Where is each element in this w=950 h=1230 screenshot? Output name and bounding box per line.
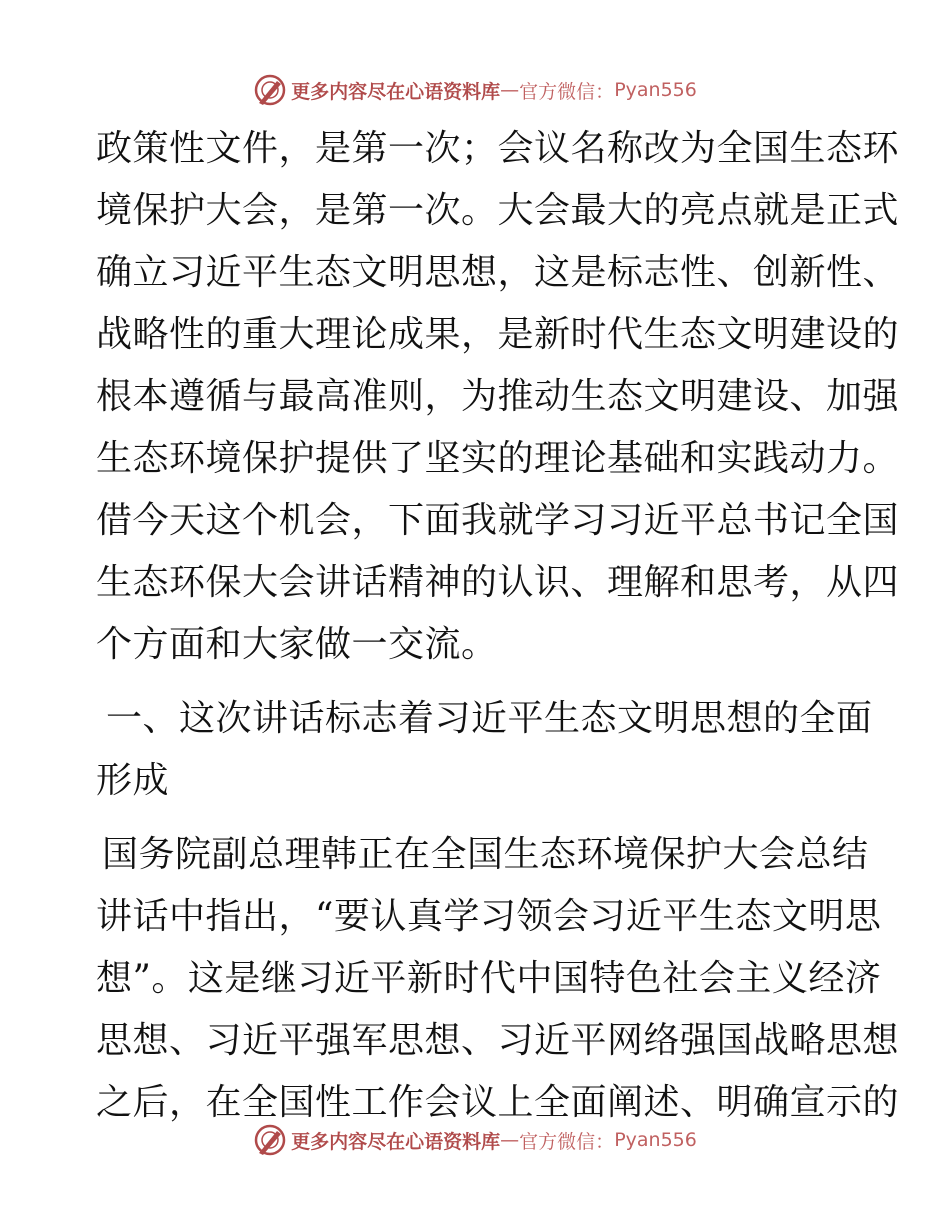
paragraph-1 — [96, 118, 900, 676]
account-text: Pyan556 — [614, 79, 697, 101]
paragraph-2 — [96, 824, 900, 1134]
library-text: 更多内容尽在心语资料库 — [291, 1130, 501, 1153]
text-line: 讲话中指出，“要认真学习领会习近平生态文明思 — [96, 896, 882, 937]
text-line: 境保护大会，是第一次。大会最大的亮点就是正式 — [96, 190, 900, 231]
text-line: 之后，在全国性工作会议上全面阐述、明确宣示的 — [96, 1082, 900, 1123]
text-line: 思想、习近平强军思想、习近平网络强国战略思想 — [96, 1020, 900, 1061]
dash-text: — — [500, 1129, 520, 1151]
text-line: 确立习近平生态文明思想，这是标志性、创新性、 — [96, 252, 900, 293]
text-line: 个方面和大家做一交流。 — [96, 624, 498, 665]
text-line: 国务院副总理韩正在全国生态环境保护大会总结 — [102, 834, 869, 875]
text-line: 想”。这是继习近平新时代中国特色社会主义经济 — [96, 958, 882, 999]
official-text: 官方微信： — [519, 1130, 615, 1153]
header-watermark — [0, 70, 950, 110]
official-text: 官方微信： — [519, 80, 615, 103]
heading-line: 形成 — [96, 760, 170, 801]
heading-line: 一、这次讲话标志着习近平生态文明思想的全面 — [106, 698, 873, 739]
pen-logo-icon — [253, 73, 287, 107]
text-line: 借今天这个机会，下面我就学习习近平总书记全国 — [96, 500, 900, 541]
account-text: Pyan556 — [614, 1129, 697, 1151]
text-line: 政策性文件，是第一次；会议名称改为全国生态环 — [96, 128, 900, 169]
text-line: 生态环境保护提供了坚实的理论基础和实践动力。 — [96, 438, 900, 479]
footer-watermark — [0, 1120, 950, 1160]
pen-logo-icon — [253, 1123, 287, 1157]
text-line: 根本遵循与最高准则，为推动生态文明建设、加强 — [96, 376, 900, 417]
text-line: 生态环保大会讲话精神的认识、理解和思考，从四 — [96, 562, 900, 603]
document-body — [96, 118, 900, 1134]
dash-text: — — [500, 79, 520, 101]
text-line: 战略性的重大理论成果，是新时代生态文明建设的 — [96, 314, 900, 355]
library-text: 更多内容尽在心语资料库 — [291, 80, 501, 103]
section-heading-1 — [96, 688, 873, 812]
